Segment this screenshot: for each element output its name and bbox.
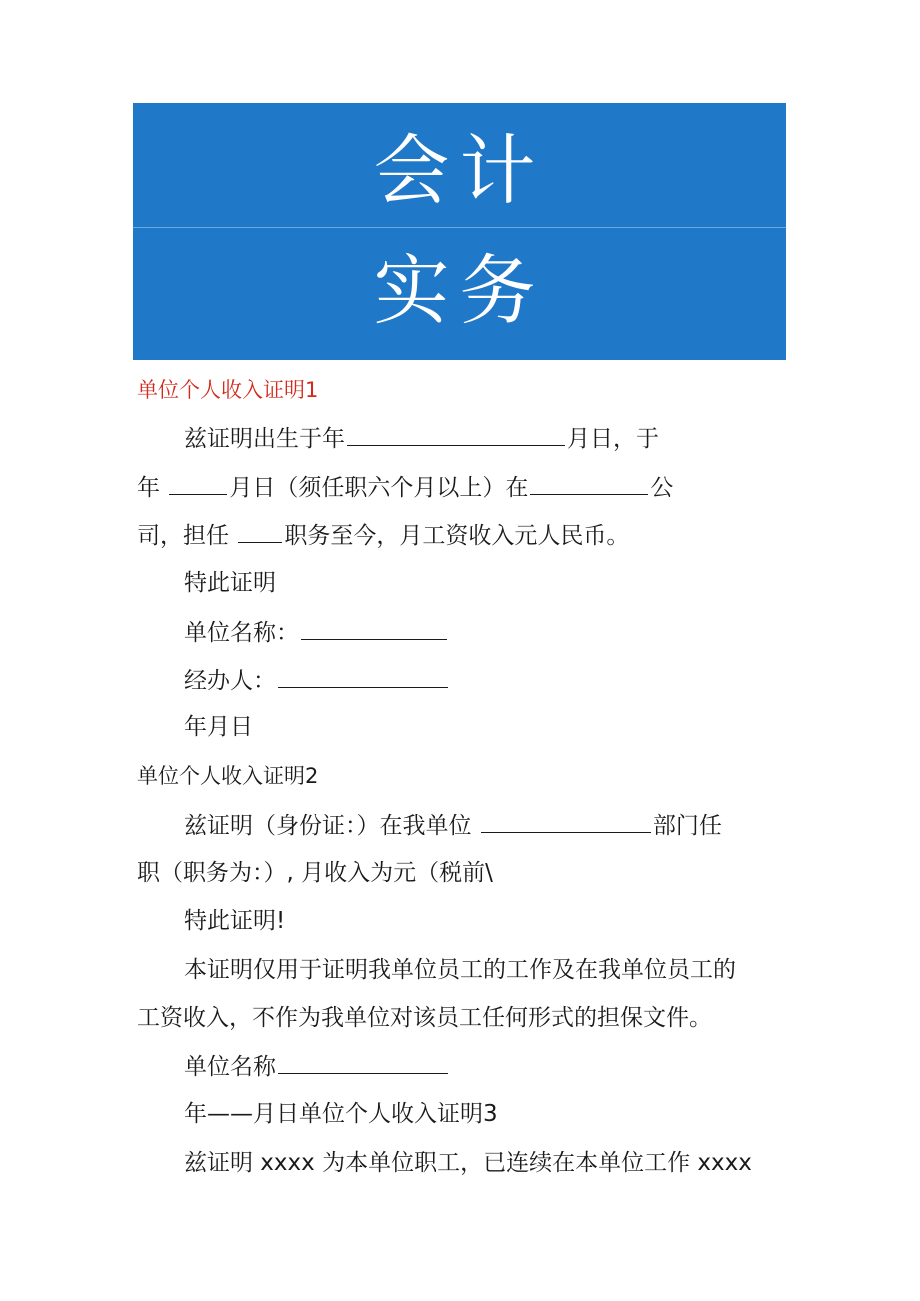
- banner-title-line-2: 实务: [373, 246, 546, 335]
- cert2-paragraph-line-2: 职（职务为：）, 月收入为元（税前\: [137, 860, 493, 886]
- cert1-paragraph-line-2: [137, 472, 673, 503]
- cert1-handler-line: [184, 665, 450, 696]
- cert3-title-line: 年——月日单位个人收入证明3: [184, 1101, 498, 1127]
- cert3-paragraph-line-1: 兹证明 xxxx 为本单位职工，已连续在本单位工作 xxxx: [184, 1150, 752, 1176]
- cert1-text: 年: [137, 475, 160, 501]
- cert2-text: 部门任: [652, 813, 722, 839]
- fill-blank: [530, 472, 648, 495]
- cert1-handler-label: 经办人：: [184, 668, 276, 694]
- fill-blank: [278, 1051, 448, 1074]
- cert2-title: 单位个人收入证明2: [137, 764, 319, 788]
- title-banner: [133, 103, 786, 360]
- cert1-title: 单位个人收入证明1: [137, 378, 319, 402]
- cert1-unit-name-line: [184, 617, 449, 648]
- cert2-special: 特此证明!: [184, 908, 286, 934]
- banner-title-line-1: 会计: [373, 126, 546, 215]
- fill-blank: [238, 520, 282, 543]
- cert2-paragraph-line-1: [184, 810, 722, 841]
- cert1-text: 司，担任: [137, 523, 229, 549]
- cert1-unit-name-label: 单位名称：: [184, 620, 299, 646]
- fill-blank: [301, 617, 447, 640]
- fill-blank: [278, 665, 448, 688]
- cert2-unit-name-label: 单位名称: [184, 1054, 276, 1080]
- cert1-date: 年月日: [184, 714, 253, 740]
- cert1-text: 月日（须任职六个月以上）在: [229, 475, 529, 501]
- fill-blank: [481, 810, 651, 833]
- cert2-unit-name-line: [184, 1051, 450, 1082]
- cert2-paragraph-line-4: 工资收入，不作为我单位对该员工任何形式的担保文件。: [137, 1005, 712, 1031]
- cert2-text: 兹证明（身份证：）在我单位: [184, 813, 472, 839]
- fill-blank: [347, 423, 565, 446]
- cert1-text: 公: [650, 475, 674, 501]
- fill-blank: [169, 472, 227, 495]
- cert1-special: 特此证明: [184, 570, 276, 596]
- cert2-paragraph-line-3: 本证明仅用于证明我单位员工的工作及在我单位员工的: [184, 957, 736, 983]
- banner-divider: [133, 227, 786, 228]
- cert1-paragraph-line-3: [137, 520, 629, 551]
- cert1-paragraph-line-1: [184, 423, 659, 454]
- cert1-text: 职务至今，月工资收入元人民币。: [284, 523, 630, 549]
- cert1-text: 兹证明出生于年: [184, 426, 345, 452]
- cert1-text: 月日，于: [567, 426, 659, 452]
